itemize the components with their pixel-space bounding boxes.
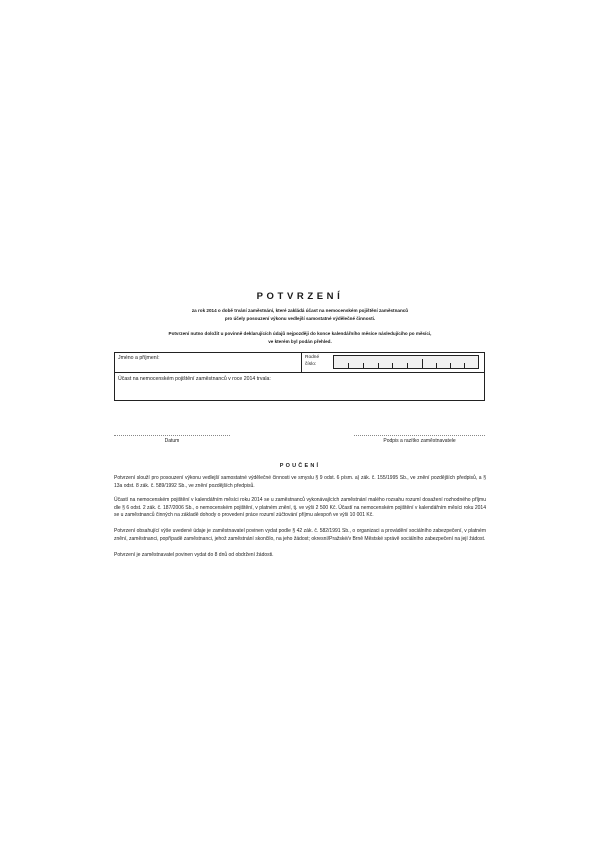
form-table — [114, 352, 485, 401]
birth-number-digit-tick — [450, 363, 451, 368]
birth-number-digit-tick — [436, 363, 437, 368]
signature-label: Podpis a razítko zaměstnavatele — [383, 438, 456, 444]
birth-number-digit-tick — [392, 363, 393, 368]
birth-number-label-line2: číslo: — [305, 361, 317, 367]
notice-paragraph-3: Potvrzení obsahující výše uvedené údaje je zaměstnavatel povinen vydat podle § 42 zák. č. 582/1991 Sb., o organizaci a provádění sociálního zabezpečení, v platném znění, zaměstnanci, popřípadě zaměstnanci, jehož zaměstnání skončilo, na jeho žádost; okresní/Pražské/v Brně Městské správě sociálního zabezpečení na její žádost. — [114, 528, 486, 542]
form-row-name — [115, 353, 484, 373]
document-title: POTVRZENÍ — [256, 291, 344, 302]
birth-number-digit-tick — [464, 363, 465, 368]
birth-number-digit-tick — [348, 363, 349, 368]
birth-number-label-line1: Rodné — [305, 355, 320, 360]
date-label: Datum — [164, 438, 180, 444]
instruction-line2: ve kterém byl podán přehled. — [268, 339, 332, 344]
participation-label: Účast na nemocenském pojištění zaměstnanců v roce 2014 trvala: — [118, 376, 271, 382]
birth-number-digit-tick — [363, 363, 364, 368]
name-label: Jméno a příjmení: — [118, 355, 160, 361]
document-subtitle-line1: za rok 2014 o době trvání zaměstnání, které zakládá účast na nemocenském pojištění zaměstnanců — [191, 308, 409, 313]
notice-title: POUČENÍ — [279, 463, 321, 469]
instruction-line1: Potvrzení nutno doložit u povinně deklarujících údajů nejpozději do konce kalendářního měsíce následujícího po měsíci, — [168, 331, 432, 336]
birth-number-digit-tick — [378, 363, 379, 368]
signature-line[interactable] — [354, 435, 485, 436]
document-subtitle-line2: pro účely posouzení výkonu vedlejší samostatné výdělečné činnosti. — [224, 316, 376, 321]
birth-number-cell — [301, 353, 485, 372]
date-line[interactable] — [114, 435, 230, 436]
birth-number-label — [305, 355, 319, 368]
notice-paragraph-4: Potvrzení je zaměstnavatel povinen vydat do 8 dnů od obdržení žádosti. — [114, 552, 274, 558]
notice-paragraph-1: Potvrzení slouží pro posouzení výkonu vedlejší samostatné výdělečné činnosti ve smyslu § 9 odst. 6 písm. a) zák. č. 155/1995 Sb., ve znění pozdějších předpisů, a § 13a odst. 8 zák. č. 589/1992 Sb., ve znění pozdějších předpisů. — [114, 475, 486, 489]
birth-number-slash-tick — [422, 359, 423, 368]
birth-number-field[interactable] — [333, 355, 479, 369]
notice-paragraph-2: Účastí na nemocenském pojištění v kalendářním měsíci roku 2014 se u zaměstnanců vykonávajících zaměstnání malého rozsahu rozumí dosažení rozhodného příjmu dle § 6 odst. 2 zák. č. 187/2006 Sb., o nemocenském pojištění, v platném znění, tj. ve výši 2 500 Kč. Účastí na nemocenském pojištění v kalendářním měsíci roku 2014 se u zaměstnanců činných na základě dohody o provedení práce rozumí zúčtování příjmu alespoň ve výši 10 001 Kč. — [114, 497, 486, 519]
birth-number-digit-tick — [407, 363, 408, 368]
